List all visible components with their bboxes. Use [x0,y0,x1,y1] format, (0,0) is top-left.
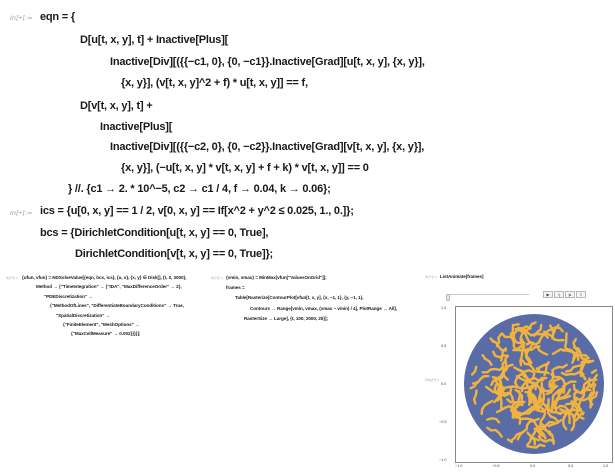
code-line[interactable]: Table[Rasterize[ContourPlot[vfun[t, x, y], {x, −1, 1}, {y, −1, 1}, [235,295,364,300]
options-menu-icon[interactable]: ≡ [576,291,586,298]
x-tick-label: 1.0 [603,464,609,468]
code-line[interactable]: Contours → Range[vmin, vmax, (vmax − vmin) / 4], PlotRange → All], [250,306,398,311]
code-line[interactable]: bcs = {DirichletCondition[u[t, x, y] == 0, True], [40,227,269,239]
pattern-stripe [584,361,593,362]
code-line[interactable]: ics = {u[0, x, y] == 1 / 2, v[0, x, y] == If[x^2 + y^2 ≤ 0.025, 1., 0.]}; [40,205,354,217]
y-tick-label: −0.5 [439,420,447,424]
x-tick-label: 0.0 [530,464,536,468]
code-line[interactable]: D[u[t, x, y], t] + Inactive[Plus][ [80,34,229,46]
y-tick-label: 0.0 [441,382,447,386]
in-label-2: In[•]:= [10,209,33,217]
code-line[interactable]: ListAnimate[frames] [440,274,484,279]
out-label-5: Out[•]= [425,378,440,382]
code-line[interactable]: Inactive[Plus][ [100,121,173,133]
code-line[interactable]: {x, y}], (v[t, x, y]^2 + f) * u[t, x, y]] == f, [121,77,308,89]
in-label-1: In[•]:= [10,14,33,22]
code-line[interactable]: Inactive[Div][({{−c2, 0}, {0, −c2}}.Inactive[Grad][v[t, x, y], {x, y}], [110,141,425,153]
code-line[interactable]: frames = [226,285,245,290]
y-tick-label: 1.0 [441,306,447,310]
step-forward-button[interactable]: |▸ [565,291,575,298]
y-tick-label: 0.5 [441,344,447,348]
code-line[interactable]: {"MaxCellMeasure" → 0.002}}}}]; [71,331,141,336]
in-label-3: In[•]:= [6,276,19,280]
play-button[interactable]: ▶ [543,291,553,298]
code-line[interactable]: Method → {"TimeIntegration" → {"IDA", "MaxDifferenceOrder" → 2}, [36,284,182,289]
code-line[interactable]: {vmin, vmax} = MinMax[vfun["ValuesOnGrid"]]; [226,275,327,280]
in-label-4: In[•]:= [211,276,224,280]
code-line[interactable]: eqn = { [40,11,75,23]
code-line[interactable]: {x, y}], (−u[t, x, y] * v[t, x, y] + f + k) * v[t, x, y]] == 0 [121,162,369,174]
animation-toolbar [447,291,611,298]
code-line[interactable]: "SpatialDiscretization" → [56,313,111,318]
animation-slider[interactable] [447,294,529,295]
code-line[interactable]: DirichletCondition[v[t, x, y] == 0, True]}; [75,248,273,260]
slider-thumb[interactable] [446,294,450,301]
pattern-stripe [514,324,518,325]
code-line[interactable]: "PDEDiscretization" → [44,294,93,299]
code-line[interactable]: Inactive[Div][({{−c1, 0}, {0, −c1}}.Inactive[Grad][u[t, x, y], {x, y}], [110,56,425,68]
code-line[interactable]: } //. {c1 → 2. * 10^−5, c2 → c1 / 4, f → 0.04, k → 0.06}; [68,183,331,195]
x-tick-label: −0.5 [492,464,500,468]
code-line[interactable]: RasterSize → Large], {t, 100, 2000, 20}]; [244,316,328,321]
code-line[interactable]: D[v[t, x, y], t] + [80,100,153,112]
step-back-button[interactable]: ‹| [554,291,564,298]
list-animate-panel [437,283,613,471]
y-tick-label: −1.0 [439,458,447,462]
code-line[interactable]: {"FiniteElement", "MeshOptions" → [63,322,140,327]
x-tick-label: −1.0 [455,464,463,468]
contour-plot-frame [455,306,613,463]
contour-plot [456,307,612,462]
x-tick-label: 0.5 [568,464,574,468]
code-line[interactable]: {ufun, vfun} = NDSolveValue[{eqn, bcs, ics}, {u, v}, {x, y} ∈ Disk[], {t, 0, 3000}, [22,275,187,280]
in-label-5: In[•]:= [425,275,438,279]
code-line[interactable]: {"MethodOfLines", "DifferentiateBoundaryConditions" → True, [50,303,184,308]
